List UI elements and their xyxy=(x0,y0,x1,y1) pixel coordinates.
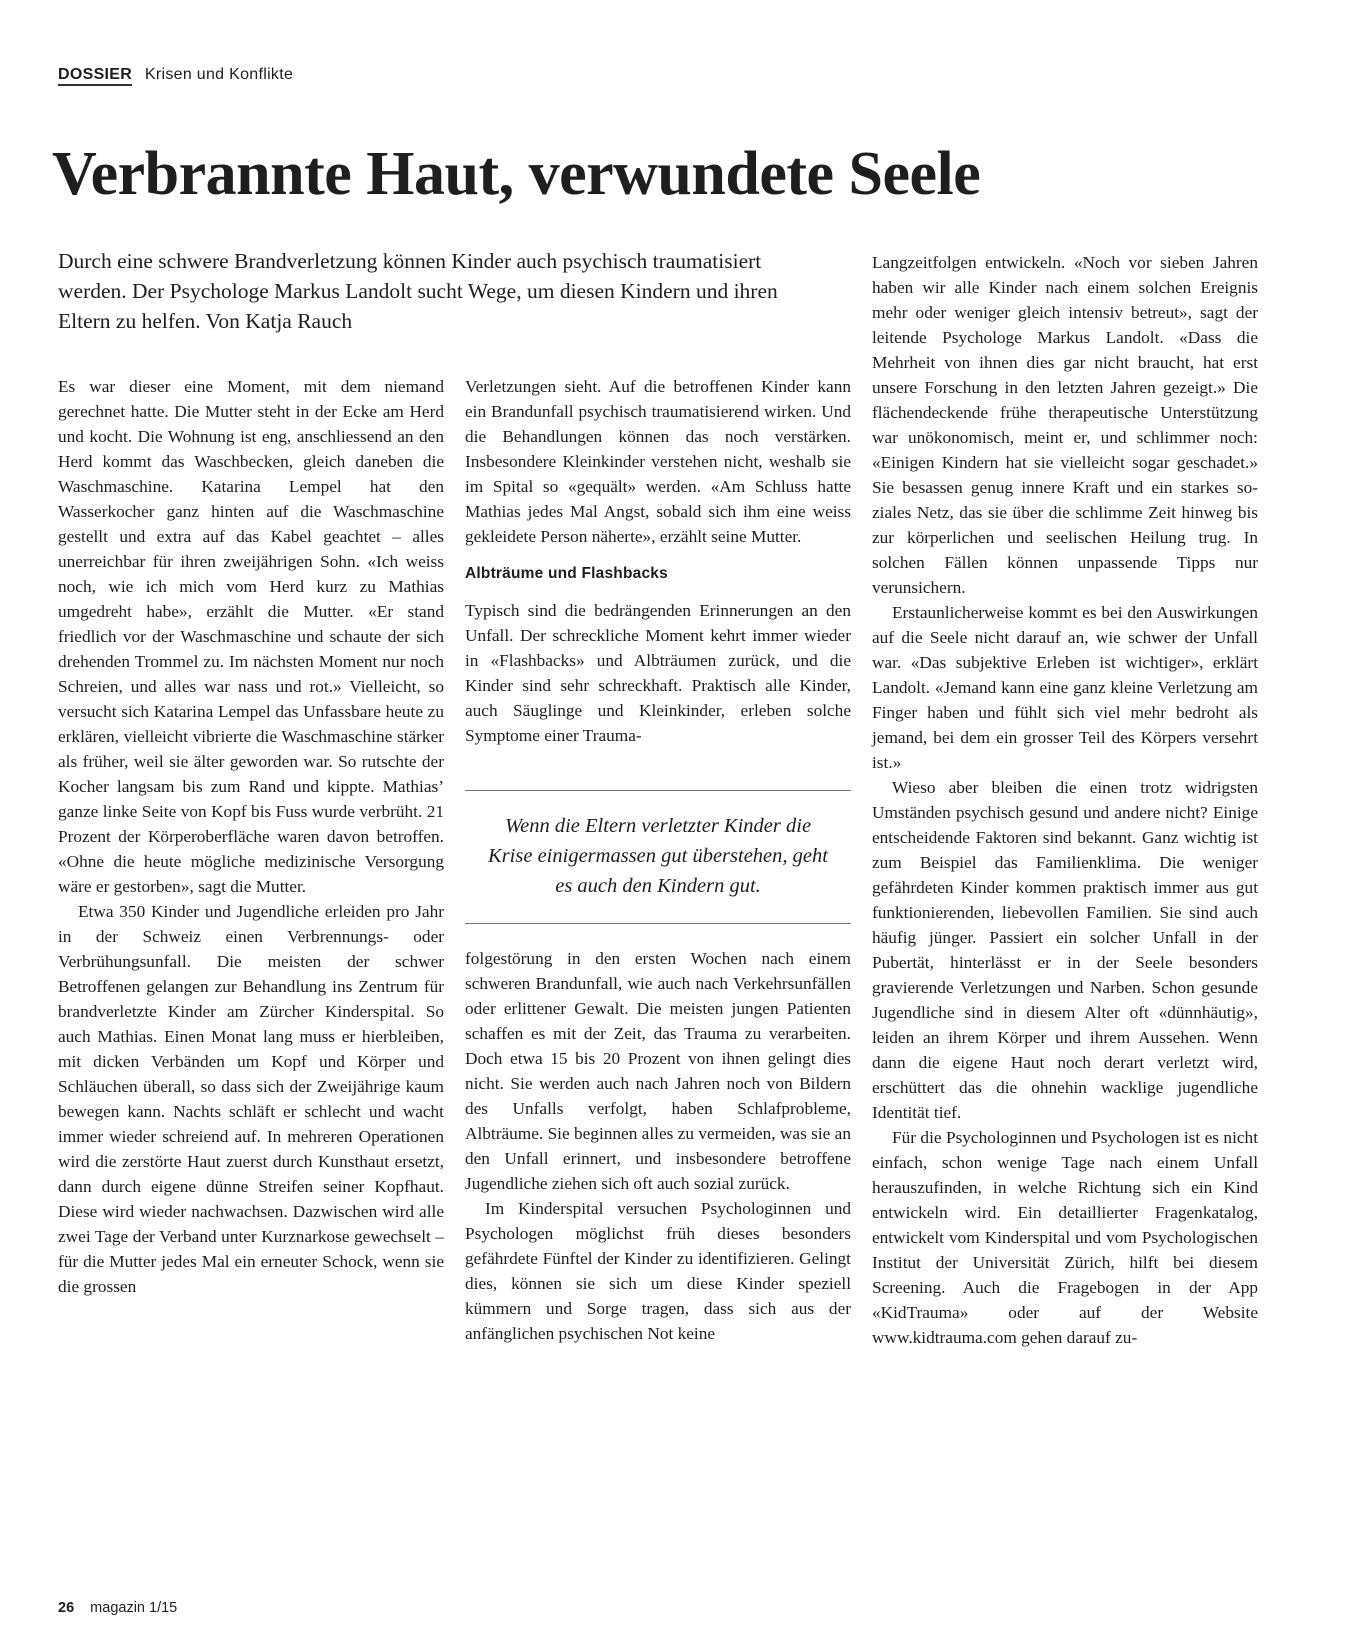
paragraph: Im Kinderspital versuchen Psychologinnen und Psychologen möglichst früh dieses besonders gefährdete Fünftel der Kinder zu identifizieren. Gelingt dies, können sie sich um diese Kinder speziell kümmern und Sorge tragen, dass sich aus der anfänglichen psychischen Not keine xyxy=(465,1199,851,1343)
column-2-top xyxy=(465,374,851,748)
pull-quote xyxy=(465,790,851,924)
article-lead: Durch eine schwere Brandverletzung können Kinder auch psychisch traumatisiert werden. Der Psychologe Markus Landolt sucht Wege, um diesen Kindern und ihren Eltern zu helfen. Von Katja Rauch xyxy=(58,249,778,333)
paragraph: Verletzungen sieht. Auf die betroffenen Kinder kann ein Brandunfall psychisch traumatisierend wirken. Und die Behandlungen können das noch verstärken. Insbesondere Kleinkinder verstehen nicht, weshalb sie im Spital so «gequält» werden. «Am Schluss hatte Mathias jedes Mal Angst, sobald sich ihm eine weiss gekleidete Person näherte», erzählt seine Mutter. xyxy=(465,377,851,546)
paragraph: Langzeitfolgen entwickeln. «Noch vor sieben Jahren haben wir alle Kinder nach einem solchen Ereignis mehr oder weniger gleich intensiv betreut», sagt der leitende Psychologe Markus Landolt. «Dass die Mehrheit von ihnen dies gar nicht braucht, hat erst unsere Forschung in den letzten Jahren gezeigt.» Die flächendeckende frühe therapeutische Unterstützung war unökonomisch, meint er, und schlimmer noch: «Einigen Kindern hat sie vielleicht sogar geschadet.» Sie besassen genug innere Kraft und ein starkes soziales Netz, das sie über die schlimme Zeit hinweg bis zur körperlichen und seelischen Heilung trug. In solchen Fällen können unpassende Tipps nur verunsichern. xyxy=(872,253,1258,597)
subheading: Albträume und Flashbacks xyxy=(465,565,668,582)
page-footer xyxy=(58,1600,177,1616)
section-label: DOSSIER xyxy=(58,66,132,86)
column-2-bottom xyxy=(465,946,851,1346)
page-number: 26 xyxy=(58,1600,75,1616)
column-1 xyxy=(58,374,444,1299)
section-kicker xyxy=(58,66,293,84)
publication-name: magazin 1/15 xyxy=(90,1600,178,1616)
paragraph: Erstaunlicherweise kommt es bei den Auswirkungen auf die Seele nicht darauf an, wie schwer der Unfall war. «Das subjektive Erleben ist wichtiger», erklärt Landolt. «Jemand kann eine ganz kleine Verletzung am Finger haben und fühlt sich viel mehr bedroht als jemand, bei dem ein grosser Teil des Körpers versehrt ist.» xyxy=(872,603,1258,772)
pull-quote-text: Wenn die Eltern verletzter Kinder die Krise einigermassen gut überstehen, geht es auch den Kindern gut. xyxy=(488,815,828,897)
paragraph: Es war dieser eine Moment, mit dem niemand gerechnet hatte. Die Mutter steht in der Ecke am Herd und kocht. Die Wohnung ist eng, anschliessend an den Herd kommt das Waschbecken, gleich daneben die Waschmaschine. Katarina Lempel hat den Wasserkocher ganz hinten auf die Waschmaschine gestellt und extra auf das Kabel geachtet – alles unerreichbar für ihren zweijährigen Sohn. «Ich weiss noch, wie ich mich vom Herd kurz zu Mathias umgedreht habe», erzählt die Mutter. «Er stand friedlich vor der Waschmaschine und schaute der sich drehenden Trommel zu. Im nächsten Moment nur noch Schreien, und alles war nass und rot.» Vielleicht, so versucht sich Katarina Lempel das Unfassbare heute zu erklären, vielleicht vibrierte die Waschmaschine stärker als früher, weil sie älter geworden war. So rutschte der Kocher langsam bis zum Rand und kippte. Mathias’ ganze linke Seite von Kopf bis Fuss wurde verbrüht. 21 Prozent der Körperoberfläche waren davon betroffen. «Ohne die heute mögliche medizinische Versorgung wäre er gestorben», sagt die Mutter. xyxy=(58,377,444,896)
article-title: Verbrannte Haut, verwundete Seele xyxy=(52,140,981,208)
paragraph: Etwa 350 Kinder und Jugendliche erleiden pro Jahr in der Schweiz einen Verbrennungs- oder Verbrühungsunfall. Die meisten der schwer Betroffenen gelangen zur Behandlung ins Zentrum für brandverletzte Kinder am Zürcher Kinderspital. So auch Mathias. Einen Monat lang muss er hierbleiben, mit dicken Verbänden um Kopf und Körper und Schläuchen überall, so dass sich der Zweijährige kaum bewegen kann. Nachts schläft er schlecht und wacht immer wieder schreiend auf. In mehreren Operationen wird die zerstörte Haut zuerst durch Kunsthaut ersetzt, dann durch eigene dünne Streifen seiner Kopfhaut. Diese wird wieder nachwachsen. Dazwischen wird alle zwei Tage der Verband unter Kurznarkose gewechselt – für die Mutter jedes Mal ein erneuter Schock, wenn sie die grossen xyxy=(58,902,444,1296)
paragraph: folgestörung in den ersten Wochen nach einem schweren Brandunfall, wie auch nach Verkehrsunfällen oder erlittener Gewalt. Die meisten jungen Patienten schaffen es mit der Zeit, das Trauma zu verarbeiten. Doch etwa 15 bis 20 Prozent von ihnen gelingt dies nicht. Sie werden auch nach Jahren noch von Bildern des Unfalls verfolgt, haben Schlafprobleme, Albträume. Sie beginnen alles zu vermeiden, was sie an den Unfall erinnert, und insbesondere betroffene Jugendliche ziehen sich oft auch sozial zurück. xyxy=(465,949,851,1193)
paragraph: Typisch sind die bedrängenden Erinnerungen an den Unfall. Der schreckliche Moment kehrt immer wieder in «Flashbacks» und Albträumen zurück, und die Kinder sind sehr schreckhaft. Praktisch alle Kinder, auch Säuglinge und Kleinkinder, erleben solche Symptome einer Trauma- xyxy=(465,601,851,745)
paragraph: Wieso aber bleiben die einen trotz widrigsten Umständen psychisch gesund und andere nicht? Einige entscheidende Faktoren sind bekannt. Ganz wichtig ist zum Beispiel das Familienklima. Die weniger gefährdeten Kinder kommen praktisch immer aus gut funktionierenden, liebevollen Familien. Sie sind auch häufig jünger. Passiert ein solcher Unfall in der Pubertät, hinterlässt er in der Seele besonders gravierende Verletzungen und Narben. Schon gesunde Jugendliche sind in diesem Alter oft «dünnhäutig», leiden an ihrem Körper und ihrem Aussehen. Wenn dann die eigene Haut noch derart verletzt wird, erschüttert das die ohnehin wacklige jugendliche Identität tief. xyxy=(872,778,1258,1122)
paragraph: Für die Psychologinnen und Psychologen ist es nicht einfach, schon wenige Tage nach einem Unfall herauszufinden, in welche Richtung sich ein Kind entwickeln wird. Ein detaillierter Fragenkatalog, entwickelt vom Kinderspital und vom Psychologischen Institut der Universität Zürich, hilft bei diesem Screening. Auch die Fragebogen in der App «KidTrauma» oder auf der Website www.kidtrauma.com gehen darauf zu- xyxy=(872,1128,1258,1347)
column-3 xyxy=(872,250,1258,1350)
section-topic: Krisen und Konflikte xyxy=(144,66,294,83)
